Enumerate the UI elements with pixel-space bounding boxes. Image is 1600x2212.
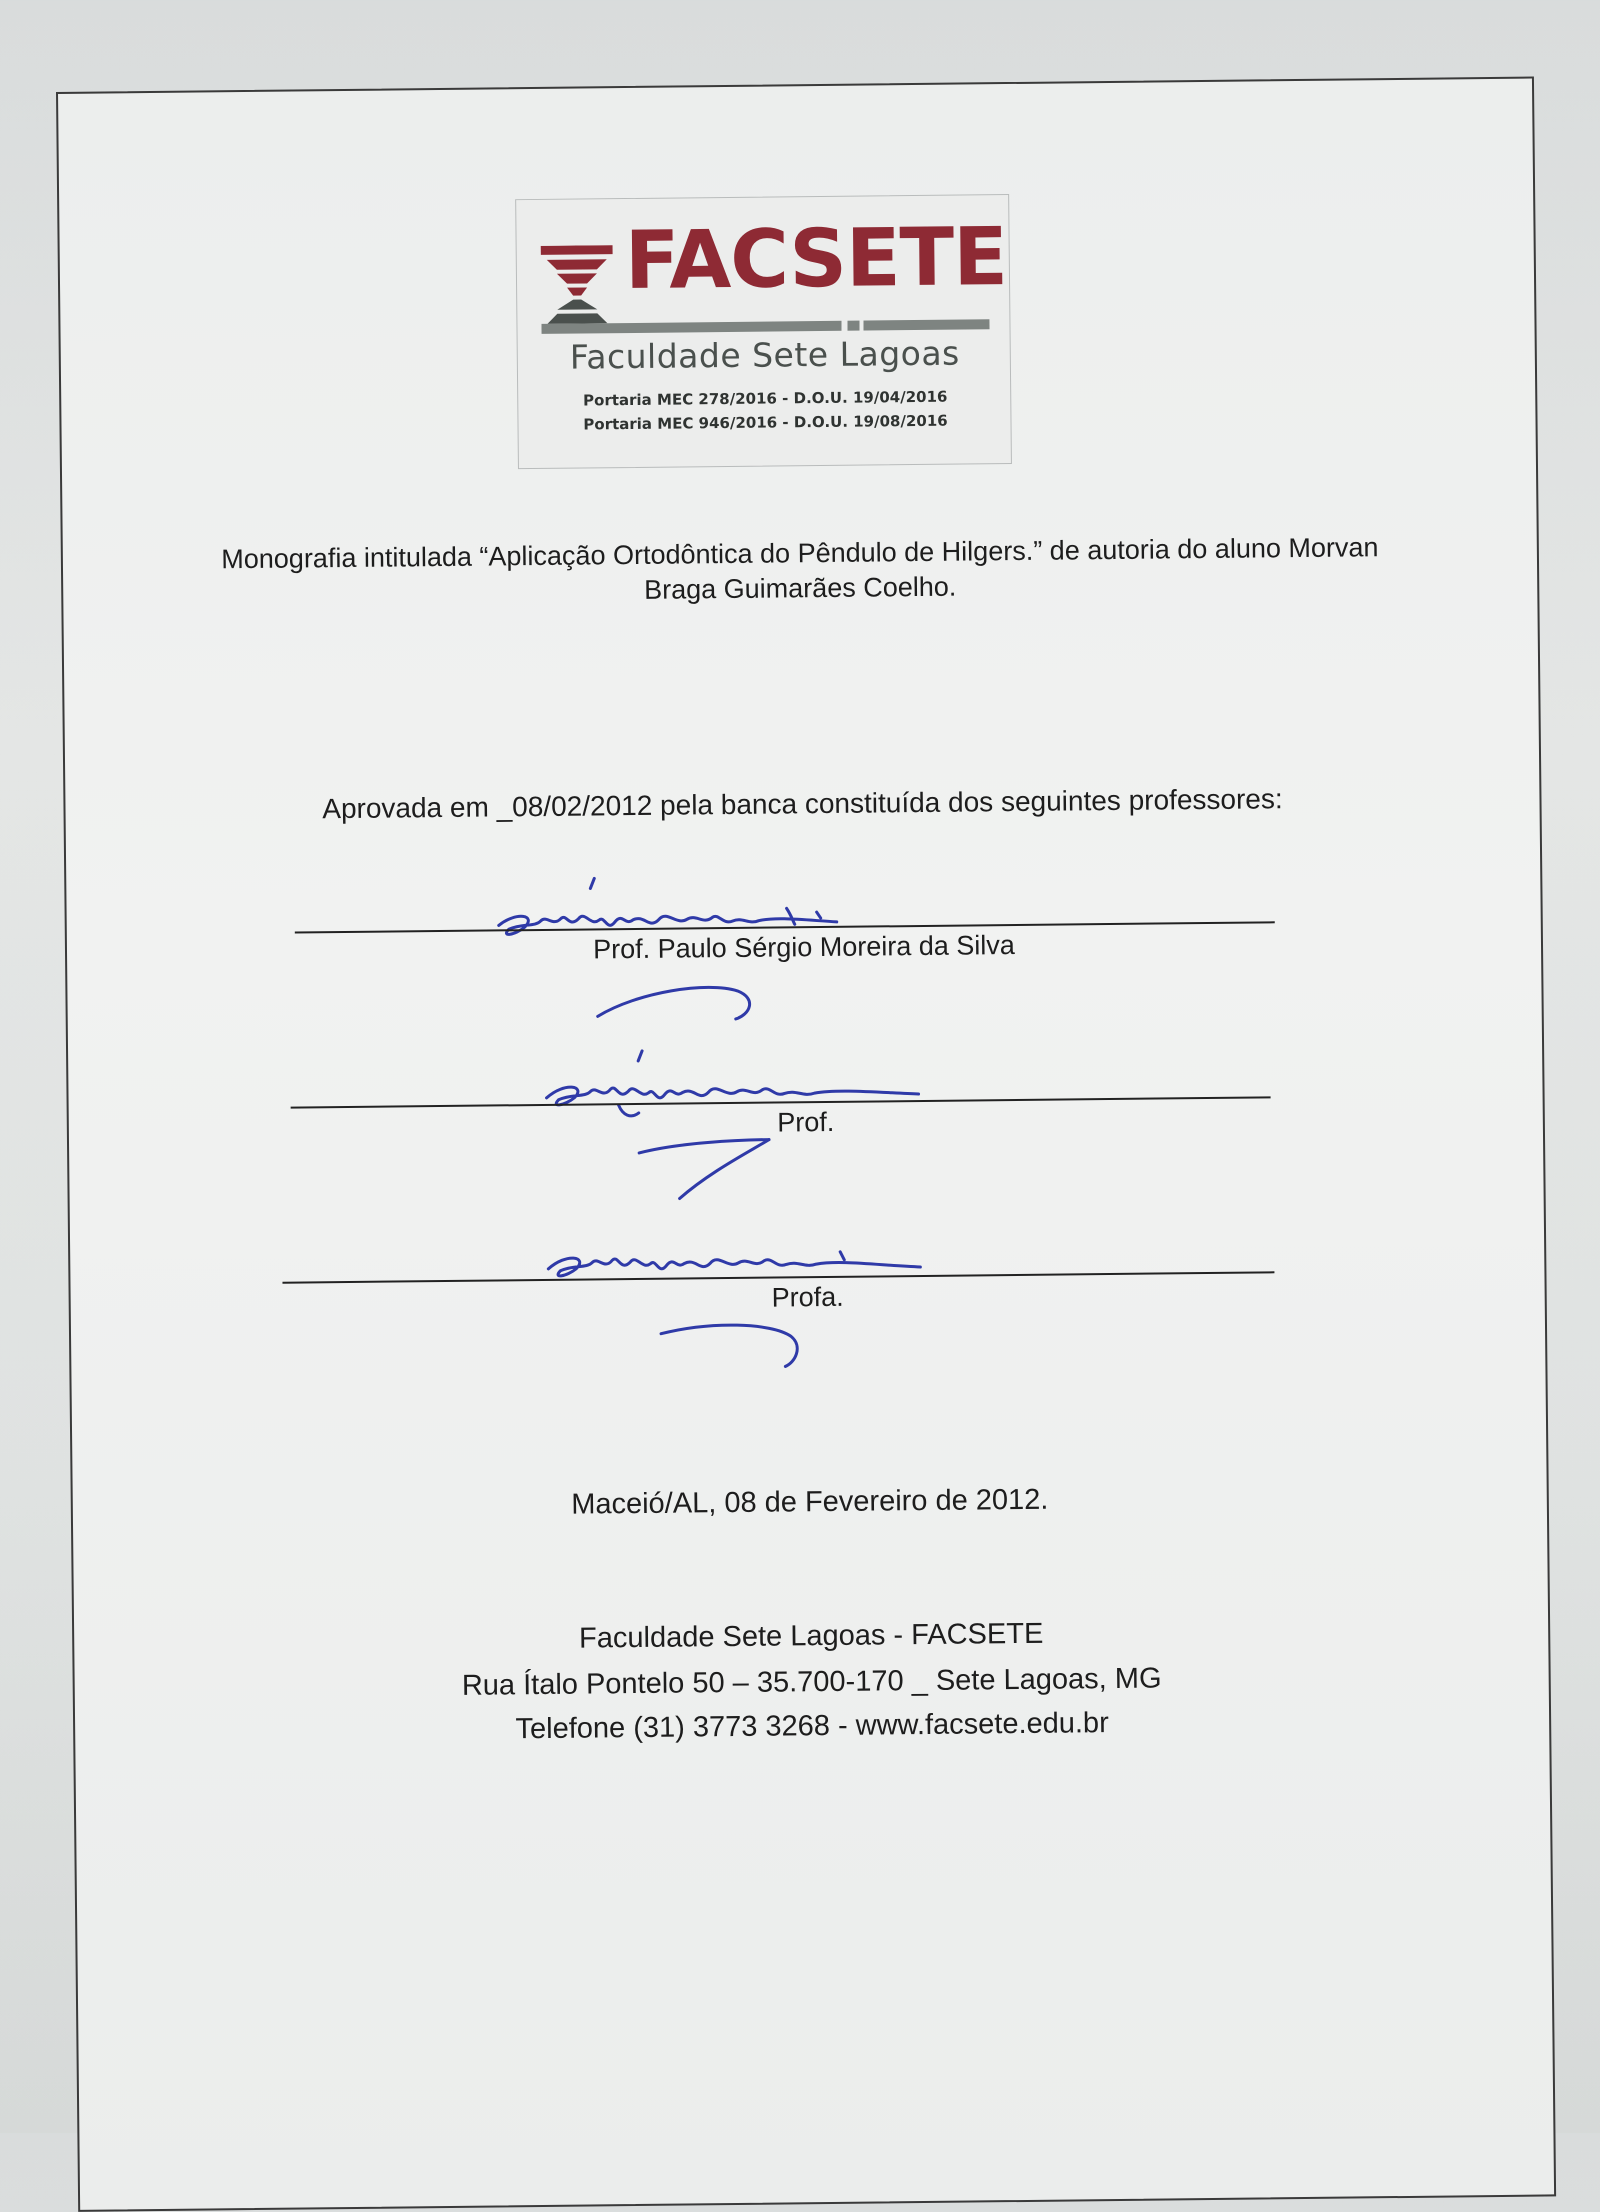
facsete-logo (515, 194, 1012, 469)
signature-block-3 (70, 1248, 1544, 1313)
signature-caption-2: Prof. (777, 1106, 835, 1138)
monograph-title-line-1: Monografia intitulada “Aplicação Ortodôntica do Pêndulo de Hilgers.” de autoria do aluno Morvan (221, 532, 1379, 575)
signature-caption-1: Prof. Paulo Sérgio Moreira da Silva (592, 930, 1016, 965)
footer-institution: Faculdade Sete Lagoas - FACSETE (578, 1617, 1044, 1655)
logo-name: FACSETE (624, 210, 1008, 308)
footer-address: Rua Ítalo Pontelo 50 – 35.700-170 _ Sete Lagoas, MG (461, 1662, 1162, 1702)
facsete-emblem-icon (541, 245, 614, 328)
monograph-title-line-2: Braga Guimarães Coelho. (643, 571, 957, 605)
logo-portaria-2: Portaria MEC 946/2016 - D.O.U. 19/08/2016 (583, 411, 948, 434)
approval-statement: Aprovada em _08/02/2012 pela banca constituída dos seguintes professores: (322, 783, 1283, 825)
document-page (56, 77, 1556, 2212)
logo-portaria-1: Portaria MEC 278/2016 - D.O.U. 19/04/2016 (583, 387, 948, 410)
signature-block-1 (67, 898, 1541, 965)
logo-subtitle: Faculdade Sete Lagoas (569, 333, 960, 377)
place-date: Maceió/AL, 08 de Fevereiro de 2012. (571, 1483, 1049, 1521)
footer-contact: Telefone (31) 3773 3268 - www.facsete.edu.br (515, 1707, 1109, 1746)
signature-caption-3: Profa. (771, 1281, 844, 1313)
signature-block-2 (68, 1073, 1542, 1138)
monograph-title (63, 529, 1538, 615)
